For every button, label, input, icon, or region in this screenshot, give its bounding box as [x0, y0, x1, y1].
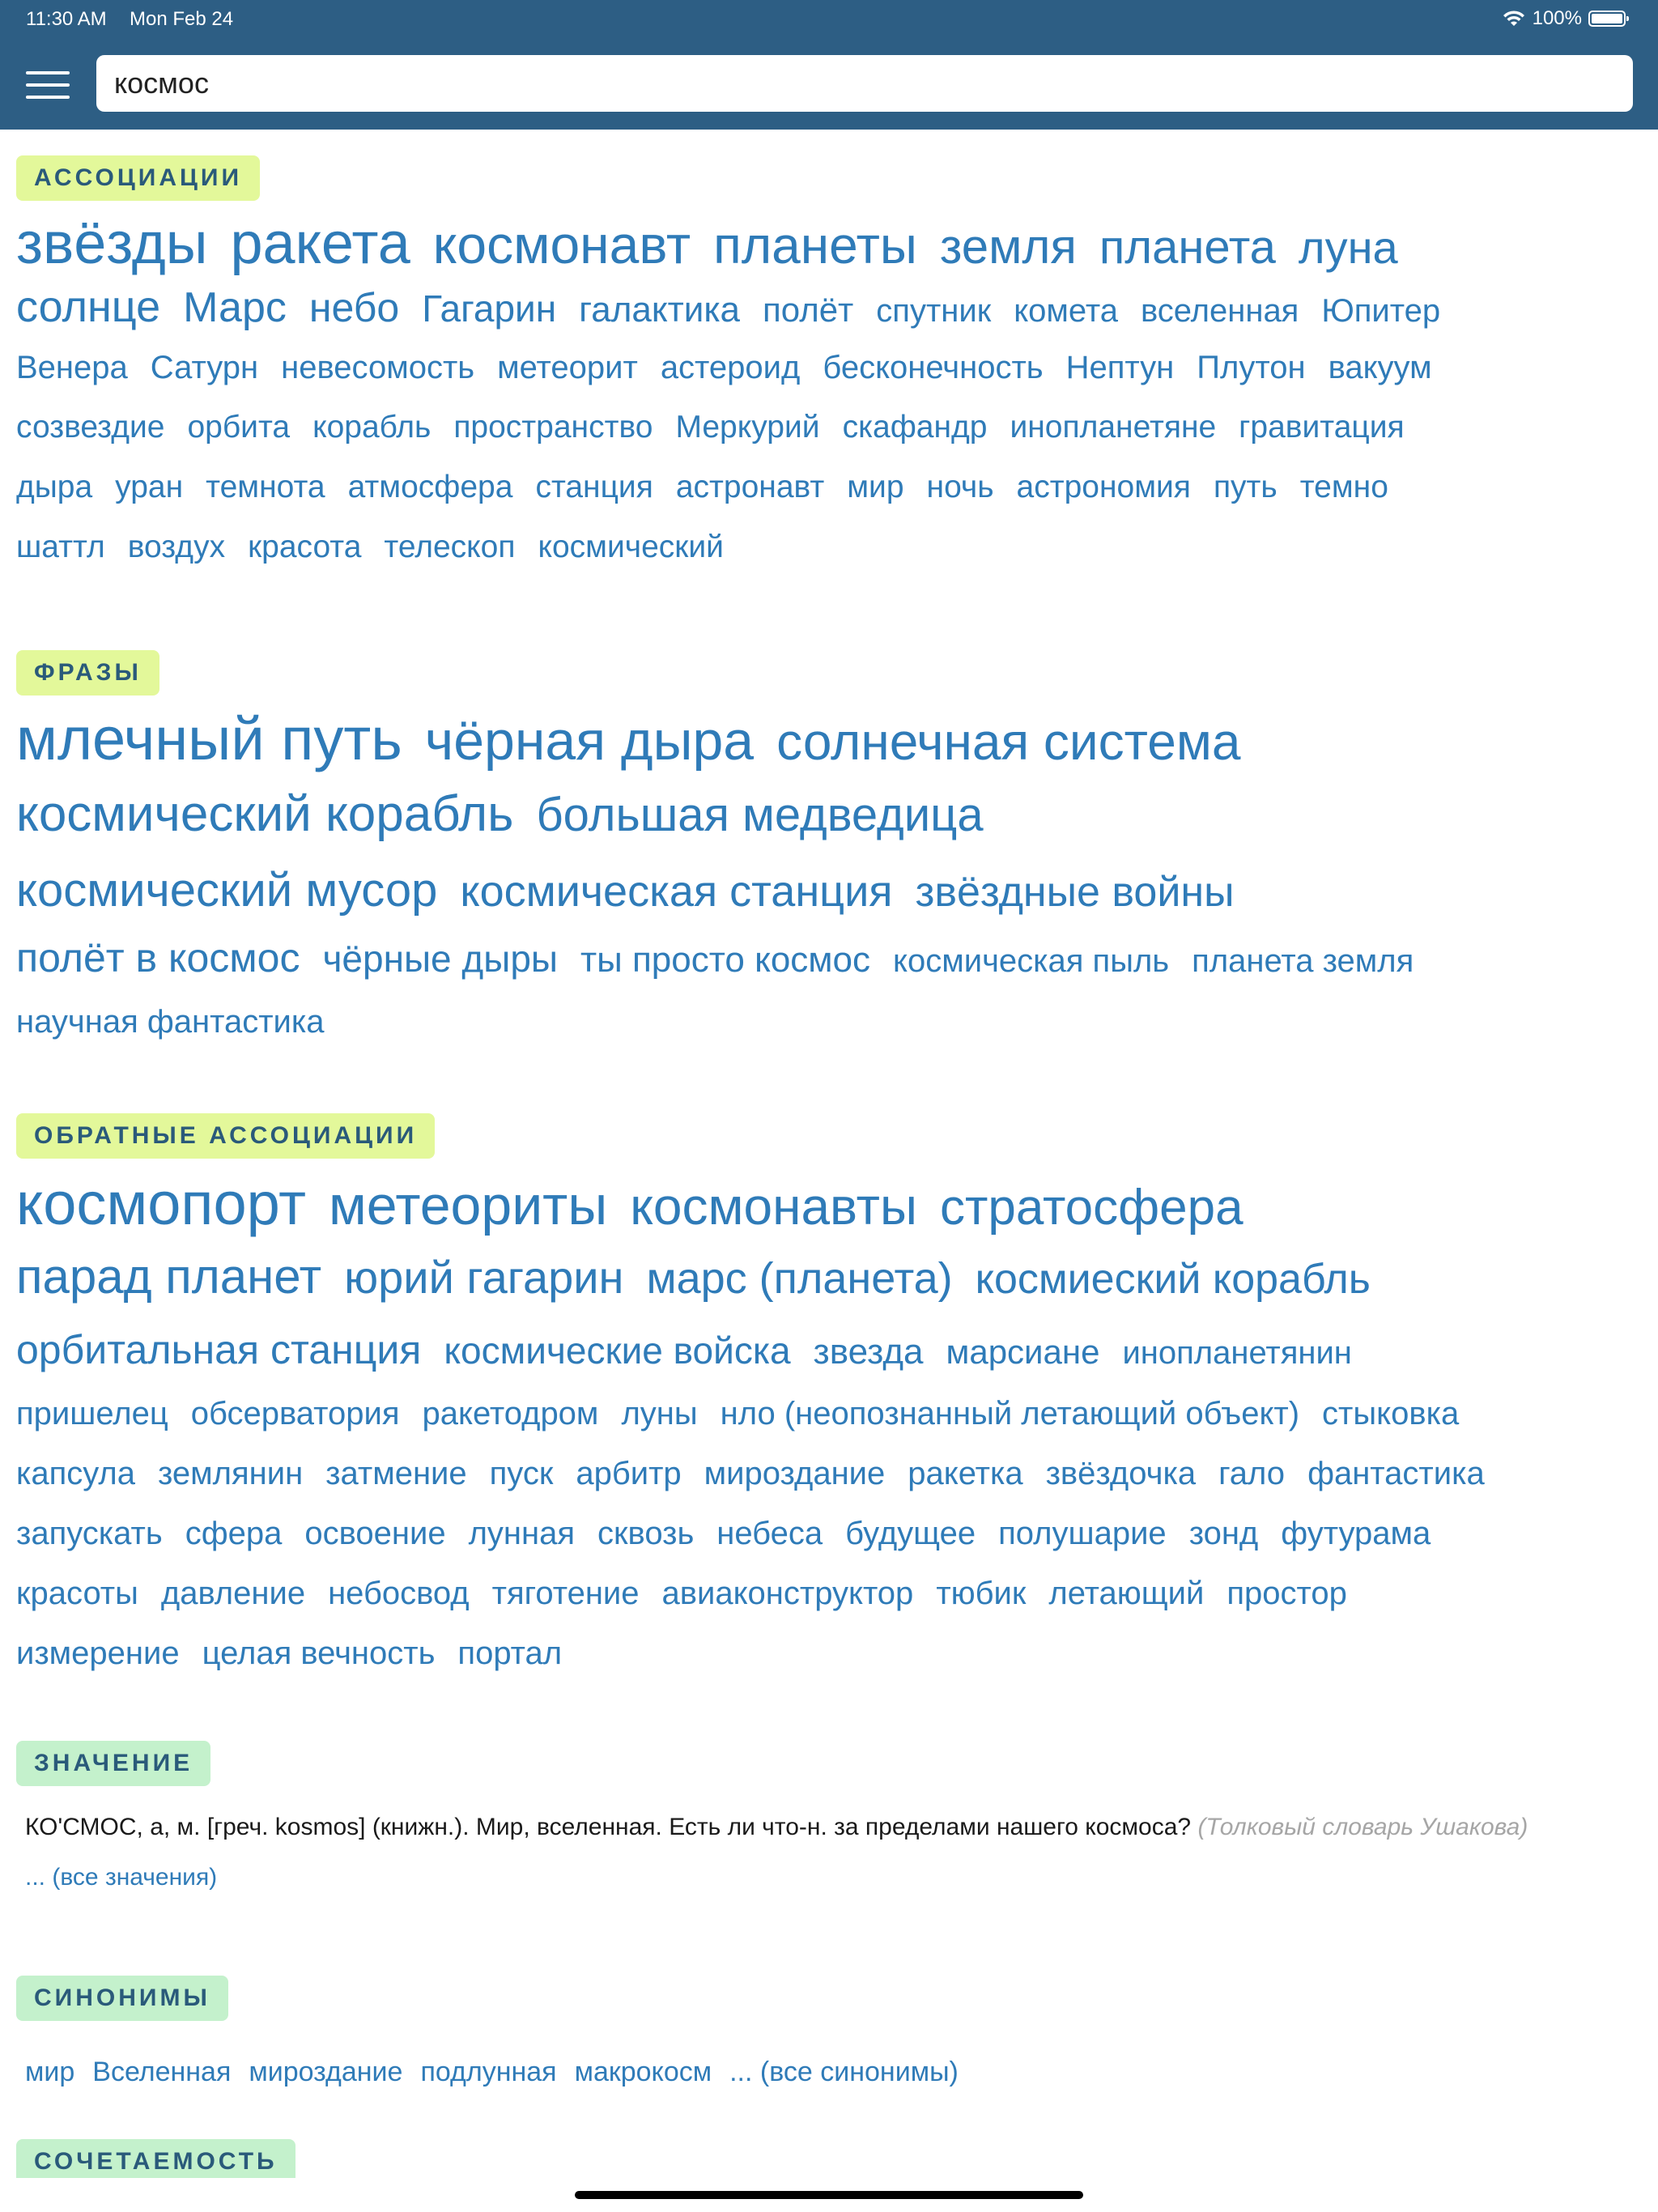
association-word[interactable]: инопланетяне	[1010, 410, 1217, 445]
reverse-association-word[interactable]: ракетодром	[422, 1396, 599, 1431]
reverse-association-row	[16, 1456, 1635, 1516]
synonym-link[interactable]: Вселенная	[92, 2057, 232, 2087]
reverse-association-row	[16, 1326, 1635, 1396]
reverse-association-word[interactable]: стратосфера	[939, 1180, 1244, 1236]
association-word[interactable]: планеты	[713, 216, 917, 274]
phrase-word[interactable]: млечный путь	[16, 705, 402, 772]
reverse-associations-header: ОБРАТНЫЕ АССОЦИАЦИИ	[16, 1113, 435, 1159]
reverse-association-word[interactable]: космопорт	[16, 1170, 307, 1237]
phrases-header: ФРАЗЫ	[16, 650, 159, 696]
association-word[interactable]: темно	[1299, 470, 1388, 504]
reverse-association-word[interactable]: арбитр	[576, 1456, 682, 1491]
association-word[interactable]: телескоп	[384, 530, 516, 564]
synonym-link[interactable]: подлунная	[420, 2057, 557, 2087]
reverse-association-word[interactable]: гало	[1218, 1456, 1286, 1491]
reverse-association-word[interactable]: пуск	[489, 1456, 554, 1491]
status-bar	[0, 0, 1658, 37]
association-word[interactable]: земля	[939, 219, 1077, 274]
phrase-row	[16, 785, 1635, 863]
reverse-association-word[interactable]: авиаконструктор	[661, 1576, 914, 1611]
reverse-association-row	[16, 1576, 1635, 1636]
phrase-word[interactable]: солнечная система	[776, 713, 1241, 771]
reverse-association-word[interactable]: марсиане	[946, 1333, 1100, 1371]
synonyms-header: СИНОНИМЫ	[16, 1976, 228, 2021]
association-word[interactable]: солнце	[16, 283, 161, 331]
reverse-association-word[interactable]: землянин	[158, 1456, 304, 1491]
reverse-association-row	[16, 1169, 1635, 1249]
phrase-word[interactable]: чёрная дыра	[424, 710, 755, 772]
reverse-association-word[interactable]: звезда	[813, 1332, 924, 1372]
association-word[interactable]: уран	[115, 470, 184, 504]
association-word[interactable]: гравитация	[1239, 410, 1405, 445]
reverse-association-row	[16, 1516, 1635, 1576]
association-word[interactable]: созвездие	[16, 410, 165, 445]
association-word[interactable]: красота	[248, 530, 362, 564]
association-word[interactable]: Меркурий	[675, 410, 820, 445]
reverse-association-word[interactable]: освоение	[304, 1516, 446, 1551]
association-word[interactable]: шаттл	[16, 530, 105, 564]
reverse-association-word[interactable]: полушарие	[998, 1516, 1167, 1551]
reverse-association-word[interactable]: ракетка	[908, 1456, 1023, 1491]
meaning-definition: КО'СМОС, а, м. [греч. kosmos] (книжн.). Мир, вселенная. Есть ли что-н. за пределами нашего космоса?	[25, 1814, 1192, 1840]
association-word[interactable]: корабль	[312, 410, 432, 445]
reverse-association-word[interactable]: метеориты	[329, 1175, 608, 1236]
synonym-link[interactable]: мир	[25, 2057, 75, 2087]
meaning-block	[25, 1812, 1612, 1893]
reverse-association-word[interactable]: летающий	[1048, 1576, 1205, 1611]
reverse-association-word[interactable]: парад планет	[16, 1249, 322, 1304]
reverse-association-row	[16, 1249, 1635, 1326]
reverse-association-word[interactable]: футурама	[1281, 1516, 1431, 1551]
reverse-associations-cloud	[16, 1169, 1635, 1695]
reverse-association-row	[16, 1396, 1635, 1456]
reverse-association-word[interactable]: сфера	[185, 1516, 283, 1551]
reverse-association-word[interactable]: стыковка	[1322, 1396, 1460, 1431]
phrase-row	[16, 863, 1635, 934]
search-input[interactable]	[96, 55, 1633, 112]
association-row	[16, 350, 1635, 410]
status-time: 11:30 AM	[26, 8, 107, 30]
association-word[interactable]: ракета	[230, 211, 410, 276]
reverse-association-word[interactable]: космонавты	[630, 1177, 917, 1236]
phrase-word[interactable]: чёрные дыры	[322, 938, 558, 980]
reverse-association-word[interactable]: сквозь	[597, 1516, 695, 1551]
association-word[interactable]: луна	[1298, 222, 1398, 273]
association-word[interactable]: полёт	[763, 291, 854, 329]
reverse-association-word[interactable]: небосвод	[328, 1576, 470, 1611]
reverse-association-word[interactable]: пришелец	[16, 1396, 168, 1431]
reverse-association-word[interactable]: будущее	[845, 1516, 976, 1551]
reverse-association-word[interactable]: нло (неопознанный летающий объект)	[720, 1396, 1300, 1431]
association-word[interactable]: комета	[1014, 293, 1118, 329]
association-row	[16, 410, 1635, 470]
reverse-association-word[interactable]: марс (планета)	[646, 1254, 953, 1303]
reverse-association-row	[16, 1636, 1635, 1695]
all-synonyms-link[interactable]: ... (все синонимы)	[729, 2057, 959, 2087]
phrase-word[interactable]: космический мусор	[16, 864, 438, 917]
phrase-word[interactable]: ты просто космос	[580, 940, 871, 980]
phrase-word[interactable]: большая медведица	[536, 789, 984, 841]
association-word[interactable]: мир	[847, 470, 904, 504]
association-word[interactable]: дыра	[16, 470, 93, 504]
reverse-association-word[interactable]: капсула	[16, 1456, 135, 1491]
association-word[interactable]: космический	[538, 530, 724, 564]
reverse-association-word[interactable]: измерение	[16, 1636, 180, 1671]
reverse-association-word[interactable]: зонд	[1188, 1516, 1259, 1551]
reverse-association-word[interactable]: космиеский корабль	[975, 1256, 1371, 1303]
association-row	[16, 211, 1635, 282]
association-word[interactable]: метеорит	[497, 350, 638, 385]
association-word[interactable]: астрономия	[1016, 470, 1191, 504]
association-row	[16, 282, 1635, 350]
reverse-association-word[interactable]: небеса	[716, 1516, 823, 1551]
reverse-association-word[interactable]: орбитальная станция	[16, 1327, 422, 1372]
battery-icon	[1588, 11, 1626, 27]
reverse-association-word[interactable]: юрий гагарин	[344, 1252, 624, 1303]
associations-header: АССОЦИАЦИИ	[16, 155, 260, 201]
reverse-association-word[interactable]: портал	[457, 1636, 563, 1671]
meaning-source: (Толковый словарь Ушакова)	[1197, 1814, 1528, 1840]
reverse-association-word[interactable]: мироздание	[704, 1456, 886, 1491]
association-word[interactable]: скафандр	[842, 410, 988, 445]
association-word[interactable]: вселенная	[1140, 293, 1299, 329]
association-word[interactable]: спутник	[876, 293, 992, 329]
association-word[interactable]: станция	[535, 470, 653, 504]
reverse-association-word[interactable]: тяготение	[491, 1576, 640, 1611]
association-word[interactable]: Плутон	[1197, 350, 1306, 385]
association-word[interactable]: Гагарин	[422, 287, 557, 330]
phrase-word[interactable]: полёт в космос	[16, 935, 300, 981]
reverse-association-word[interactable]: простор	[1226, 1576, 1347, 1611]
phrase-word[interactable]: научная фантастика	[16, 1004, 325, 1040]
association-word[interactable]: пространство	[453, 410, 653, 445]
association-word[interactable]: Венера	[16, 350, 128, 385]
reverse-association-word[interactable]: лунная	[468, 1516, 576, 1551]
associations-cloud	[16, 211, 1635, 589]
association-word[interactable]: астероид	[660, 350, 801, 385]
association-word[interactable]: планета	[1099, 221, 1276, 274]
reverse-association-word[interactable]: тюбик	[936, 1576, 1027, 1611]
hamburger-menu-icon[interactable]	[26, 71, 70, 99]
reverse-association-word[interactable]: давление	[160, 1576, 306, 1611]
phrase-word[interactable]: звёздные войны	[915, 869, 1235, 916]
reverse-association-word[interactable]: луны	[621, 1396, 698, 1431]
association-word[interactable]: Сатурн	[150, 350, 259, 385]
synonym-link[interactable]: мироздание	[249, 2057, 403, 2087]
association-row	[16, 470, 1635, 530]
reverse-association-word[interactable]: инопланетянин	[1122, 1335, 1352, 1371]
collocation-header: СОЧЕТАЕМОСТЬ	[16, 2139, 295, 2178]
association-word[interactable]: Марс	[183, 284, 287, 331]
reverse-association-word[interactable]: фантастика	[1307, 1456, 1485, 1491]
association-word[interactable]: темнота	[206, 470, 325, 504]
phrase-row	[16, 934, 1635, 1004]
wifi-icon	[1502, 10, 1526, 28]
reverse-association-word[interactable]: красоты	[16, 1576, 138, 1611]
reverse-association-word[interactable]: звёздочка	[1045, 1456, 1197, 1491]
association-word[interactable]: орбита	[187, 410, 291, 445]
status-right	[1502, 7, 1626, 30]
association-word[interactable]: небо	[308, 285, 400, 330]
all-meanings-link[interactable]: ... (все значения)	[25, 1864, 218, 1891]
association-word[interactable]: атмосфера	[347, 470, 513, 504]
association-word[interactable]: галактика	[579, 290, 741, 330]
association-word[interactable]: путь	[1213, 470, 1278, 504]
synonym-link[interactable]: макрокосм	[574, 2057, 712, 2087]
nav-bar	[0, 37, 1658, 130]
reverse-association-word[interactable]: космические войска	[444, 1329, 791, 1372]
phrase-word[interactable]: космическая станция	[460, 867, 893, 916]
phrases-cloud	[16, 704, 1635, 1064]
association-word[interactable]: невесомость	[281, 350, 475, 385]
home-indicator	[575, 2191, 1083, 2199]
status-date: Mon Feb 24	[130, 8, 234, 30]
reverse-association-word[interactable]: целая вечность	[202, 1636, 436, 1671]
meaning-header: ЗНАЧЕНИЕ	[16, 1741, 210, 1786]
reverse-association-word[interactable]: запускать	[16, 1516, 163, 1551]
association-word[interactable]: космонавт	[432, 215, 691, 274]
association-word[interactable]: воздух	[127, 530, 226, 564]
association-word[interactable]: Юпитер	[1321, 293, 1441, 329]
association-word[interactable]: Нептун	[1065, 350, 1175, 385]
battery-percent: 100%	[1532, 7, 1582, 29]
synonyms-list	[25, 2057, 976, 2088]
phrase-row	[16, 1004, 1635, 1064]
phrase-word[interactable]: космическая пыль	[893, 943, 1170, 979]
association-word[interactable]: астронавт	[675, 470, 825, 504]
reverse-association-word[interactable]: затмение	[325, 1456, 467, 1491]
reverse-association-word[interactable]: обсерватория	[190, 1396, 400, 1431]
association-word[interactable]: ночь	[926, 470, 994, 504]
association-word[interactable]: звёзды	[16, 211, 208, 276]
phrase-word[interactable]: планета земля	[1192, 943, 1414, 979]
phrase-word[interactable]: космический корабль	[16, 786, 514, 842]
phrase-row	[16, 704, 1635, 785]
association-row	[16, 530, 1635, 589]
association-word[interactable]: бесконечность	[823, 350, 1044, 385]
association-word[interactable]: вакуум	[1328, 350, 1432, 385]
